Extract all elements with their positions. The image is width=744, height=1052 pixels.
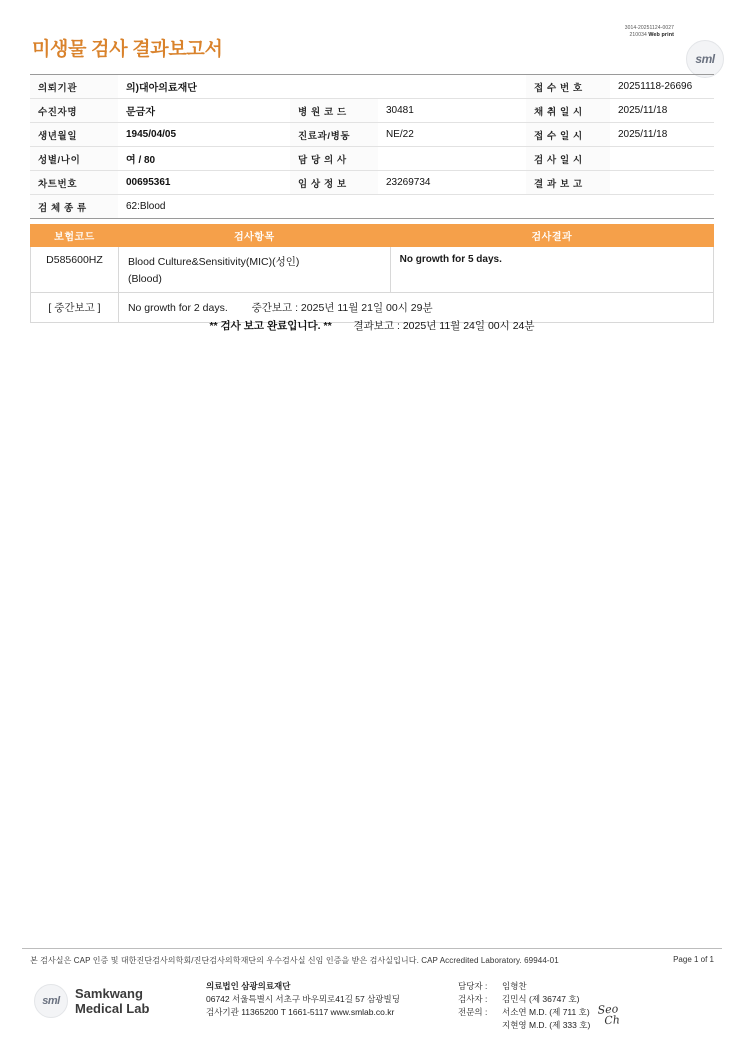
interim-result-text: No growth for 2 days.	[127, 302, 228, 314]
cell-test-result	[390, 247, 713, 293]
accreditation-note: 본 검사실은 CAP 인증 및 대한진단검사의학회/진단검사의학재단의 우수검사실 신임 인증을 받은 검사실입니다. CAP Accredited Laboratory. 69944-01	[30, 956, 559, 965]
staff-name: 지현영 M.D. (제 333 호)	[502, 1020, 591, 1030]
org-name: 의료법인 삼광의료재단	[206, 981, 291, 991]
label-result-report: 결 과 보 고	[526, 171, 610, 195]
label-department-ward: 진료과/병동	[290, 123, 378, 147]
table-row	[30, 147, 714, 171]
label-hospital-code: 병 원 코 드	[290, 99, 378, 123]
value-chart-number: 00695361	[118, 171, 290, 195]
value-collection-datetime: 2025/11/18	[610, 99, 714, 123]
staff-row	[458, 1019, 590, 1032]
header-codes	[625, 25, 674, 39]
label-receipt-number: 접 수 번 호	[526, 75, 610, 99]
value-birthdate: 1945/04/05	[118, 123, 290, 147]
value-result-report	[610, 171, 714, 195]
staff-row	[458, 1006, 590, 1019]
table-row	[31, 247, 714, 293]
staff-name: 김민식 (제 36747 호)	[502, 994, 580, 1004]
value-doctor	[378, 147, 526, 171]
signature-line1: Seo	[597, 1002, 619, 1017]
signature-line2: Ch	[603, 1013, 621, 1028]
column-header-test-result: 검사결과	[390, 225, 713, 247]
value-department-ward: NE/22	[378, 123, 526, 147]
footer-brand-line1: Samkwang	[75, 986, 143, 1001]
table-row	[30, 75, 714, 99]
cell-test-item	[118, 247, 390, 293]
value-receipt-number: 20251118-26696	[610, 75, 714, 99]
value-specimen-type: 62:Blood	[118, 195, 714, 219]
footer-logo	[34, 984, 149, 1018]
label-birthdate: 생년월일	[30, 123, 118, 147]
value-patient-name: 문금자	[118, 99, 290, 123]
footer-brand-line2: Medical Lab	[75, 1001, 150, 1016]
value-institution: 의)대아의료재단	[118, 75, 526, 99]
value-hospital-code: 30481	[378, 99, 526, 123]
table-row	[30, 123, 714, 147]
page-title: 미생물 검사 결과보고서	[32, 39, 223, 60]
label-collection-datetime: 채 취 일 시	[526, 99, 610, 123]
staff-role: 담당자 :	[458, 981, 488, 991]
footer-divider	[22, 948, 722, 949]
table-row	[30, 195, 714, 219]
header-code-number: 210034	[629, 32, 647, 38]
sml-logo-text: sml	[695, 52, 715, 66]
interim-report-label: [ 중간보고 ]	[31, 293, 119, 323]
footer-staff-list	[458, 980, 590, 1032]
column-header-insurance-code: 보험코드	[31, 225, 119, 247]
page-number: Page 1 of 1	[673, 955, 714, 964]
test-item-line2: (Blood)	[127, 273, 162, 285]
value-sex-age: 여 / 80	[118, 147, 290, 171]
sml-logo-icon	[686, 40, 724, 78]
staff-name: 서소연 M.D. (제 711 호)	[502, 1007, 590, 1017]
sml-logo-icon: sml	[34, 984, 68, 1018]
label-receipt-datetime: 접 수 일 시	[526, 123, 610, 147]
staff-role: 검사자 :	[458, 994, 488, 1004]
header-code-line1: 3014-20251124-0027	[624, 25, 674, 31]
footer-body	[30, 978, 714, 1036]
cell-insurance-code: D585600HZ	[31, 247, 119, 293]
header-code-line2	[625, 32, 674, 39]
org-address: 06742 서울특별시 서초구 바우뫼로41길 57 삼광빌딩	[206, 994, 400, 1004]
table-header-row	[31, 225, 714, 247]
completion-note	[30, 318, 714, 333]
table-row	[30, 171, 714, 195]
label-chart-number: 차트번호	[30, 171, 118, 195]
final-report-datetime: 결과보고 : 2025년 11월 24일 00시 24분	[353, 320, 535, 332]
staff-name: 임형찬	[502, 981, 527, 991]
column-header-test-item: 검사항목	[118, 225, 390, 247]
signature	[597, 1003, 620, 1026]
staff-row	[458, 993, 590, 1006]
staff-row	[458, 980, 590, 993]
value-receipt-datetime: 2025/11/18	[610, 123, 714, 147]
label-sex-age: 성별/나이	[30, 147, 118, 171]
test-item-line1: Blood Culture&Sensitivity(MIC)(성인)	[127, 256, 300, 268]
footer-brand-name	[75, 986, 149, 1016]
test-result-table	[30, 224, 714, 323]
label-clinical-info: 임 상 정 보	[290, 171, 378, 195]
webprint-label: Web print	[648, 32, 674, 38]
label-specimen-type: 검 체 종 류	[30, 195, 118, 219]
test-result-text: No growth for 5 days.	[399, 254, 502, 265]
patient-info-table	[30, 74, 714, 219]
value-test-datetime	[610, 147, 714, 171]
label-doctor: 담 당 의 사	[290, 147, 378, 171]
label-patient-name: 수진자명	[30, 99, 118, 123]
report-header	[0, 14, 744, 70]
table-row	[30, 99, 714, 123]
staff-role: 전문의 :	[458, 1007, 488, 1017]
footer-organization	[206, 980, 400, 1019]
label-test-datetime: 검 사 일 시	[526, 147, 610, 171]
value-clinical-info: 23269734	[378, 171, 526, 195]
org-contact: 검사기관 11365200 T 1661-5117 www.smlab.co.kr	[206, 1007, 395, 1017]
completion-message: ** 검사 보고 완료입니다. **	[209, 320, 332, 332]
interim-report-datetime: 중간보고 : 2025년 11월 21일 00시 29분	[251, 302, 433, 314]
label-institution: 의뢰기관	[30, 75, 118, 99]
